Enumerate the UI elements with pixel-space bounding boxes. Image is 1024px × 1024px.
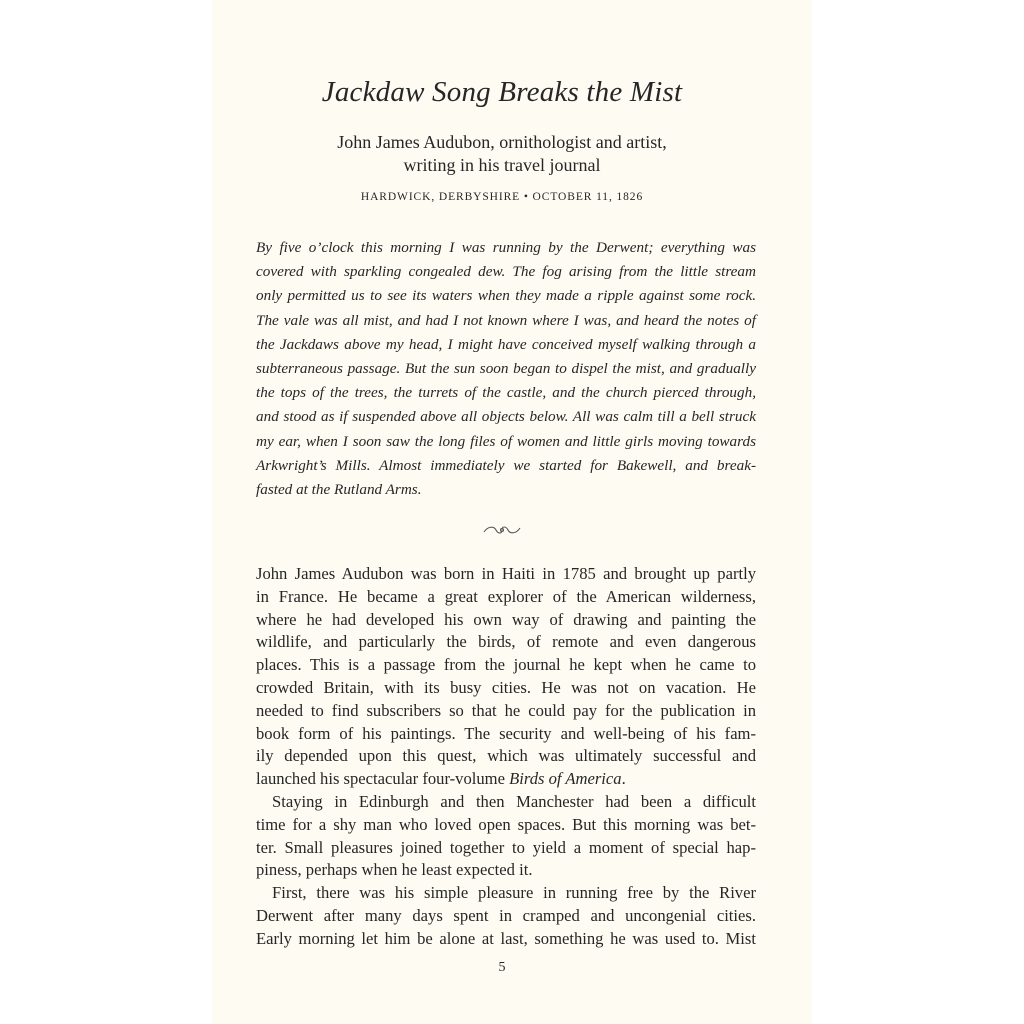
body-line: launched his spectacular four-volume Birds of America. — [256, 769, 626, 789]
body-line: Staying in Edinburgh and then Manchester had been a difficult — [272, 791, 756, 811]
body-line: First, there was his simple pleasure in running free by the River — [272, 883, 756, 903]
body-line: in France. He became a great explorer of the American wilderness, — [256, 586, 756, 606]
body-line: crowded Britain, with its busy cities. He was not on vacation. He — [256, 677, 756, 697]
chapter-title: Jackdaw Song Breaks the Mist — [321, 76, 683, 108]
body-line: Early morning let him be alone at last, something he was used to. Mist — [256, 928, 756, 948]
excerpt-line: fasted at the Rutland Arms. — [256, 481, 422, 499]
body-line: places. This is a passage from the journal he kept when he came to — [256, 655, 756, 675]
body-line: wildlife, and particularly the birds, of remote and even dangerous — [256, 632, 756, 652]
excerpt-line: the Jackdaws above my head, I might have conceived myself walking through a — [256, 335, 756, 353]
body-line: book form of his paintings. The security and well-being of his fam- — [256, 723, 756, 743]
body-line: John James Audubon was born in Haiti in 1785 and brought up partly — [256, 564, 756, 583]
chapter-subtitle — [212, 131, 792, 177]
excerpt-line: Arkwright’s Mills. Almost immediately we started for Bakewell, and break- — [256, 456, 756, 474]
body-line: ily depended upon this quest, which was ultimately successful and — [256, 746, 756, 766]
commentary-text — [256, 563, 756, 951]
page-number: 5 — [498, 960, 506, 975]
dateline: HARDWICK, DERBYSHIRE • OCTOBER 11, 1826 — [360, 191, 644, 203]
subtitle-line: John James Audubon, ornithologist and artist, — [337, 132, 667, 152]
body-line: time for a shy man who loved open spaces. But this morning was bet- — [256, 814, 756, 834]
book-page — [212, 0, 812, 1024]
body-line: ter. Small pleasures joined together to yield a moment of special hap- — [256, 837, 756, 857]
excerpt-line: only permitted us to see its waters when they made a ripple against some rock. — [256, 287, 756, 305]
body-line: piness, perhaps when he least expected it. — [256, 860, 533, 880]
excerpt-line: By five o’clock this morning I was running by the Derwent; everything was — [256, 239, 756, 256]
body-line: where he had developed his own way of drawing and painting the — [256, 609, 756, 629]
body-line-text: launched his spectacular four-volume — [256, 769, 505, 789]
book-title: Birds of America — [509, 769, 622, 789]
journal-excerpt — [256, 236, 756, 502]
excerpt-line: and stood as if suspended above all objects below. All was calm till a bell struck — [256, 408, 756, 426]
excerpt-line: The vale was all mist, and had I not known where I was, and heard the notes of — [256, 311, 756, 329]
body-line: needed to find subscribers so that he could pay for the publication in — [256, 700, 756, 720]
excerpt-line: subterraneous passage. But the sun soon began to dispel the mist, and gradually — [256, 360, 756, 378]
excerpt-line: covered with sparkling congealed dew. The fog arising from the little stream — [256, 263, 756, 281]
excerpt-line: my ear, when I soon saw the long files of women and little girls moving towards — [256, 432, 756, 450]
body-line: Derwent after many days spent in cramped and uncongenial cities. — [256, 905, 756, 925]
fleuron-ornament-icon — [482, 520, 522, 540]
excerpt-line: the tops of the trees, the turrets of the castle, and the church pierced through, — [256, 384, 756, 402]
subtitle-line: writing in his travel journal — [403, 155, 601, 175]
